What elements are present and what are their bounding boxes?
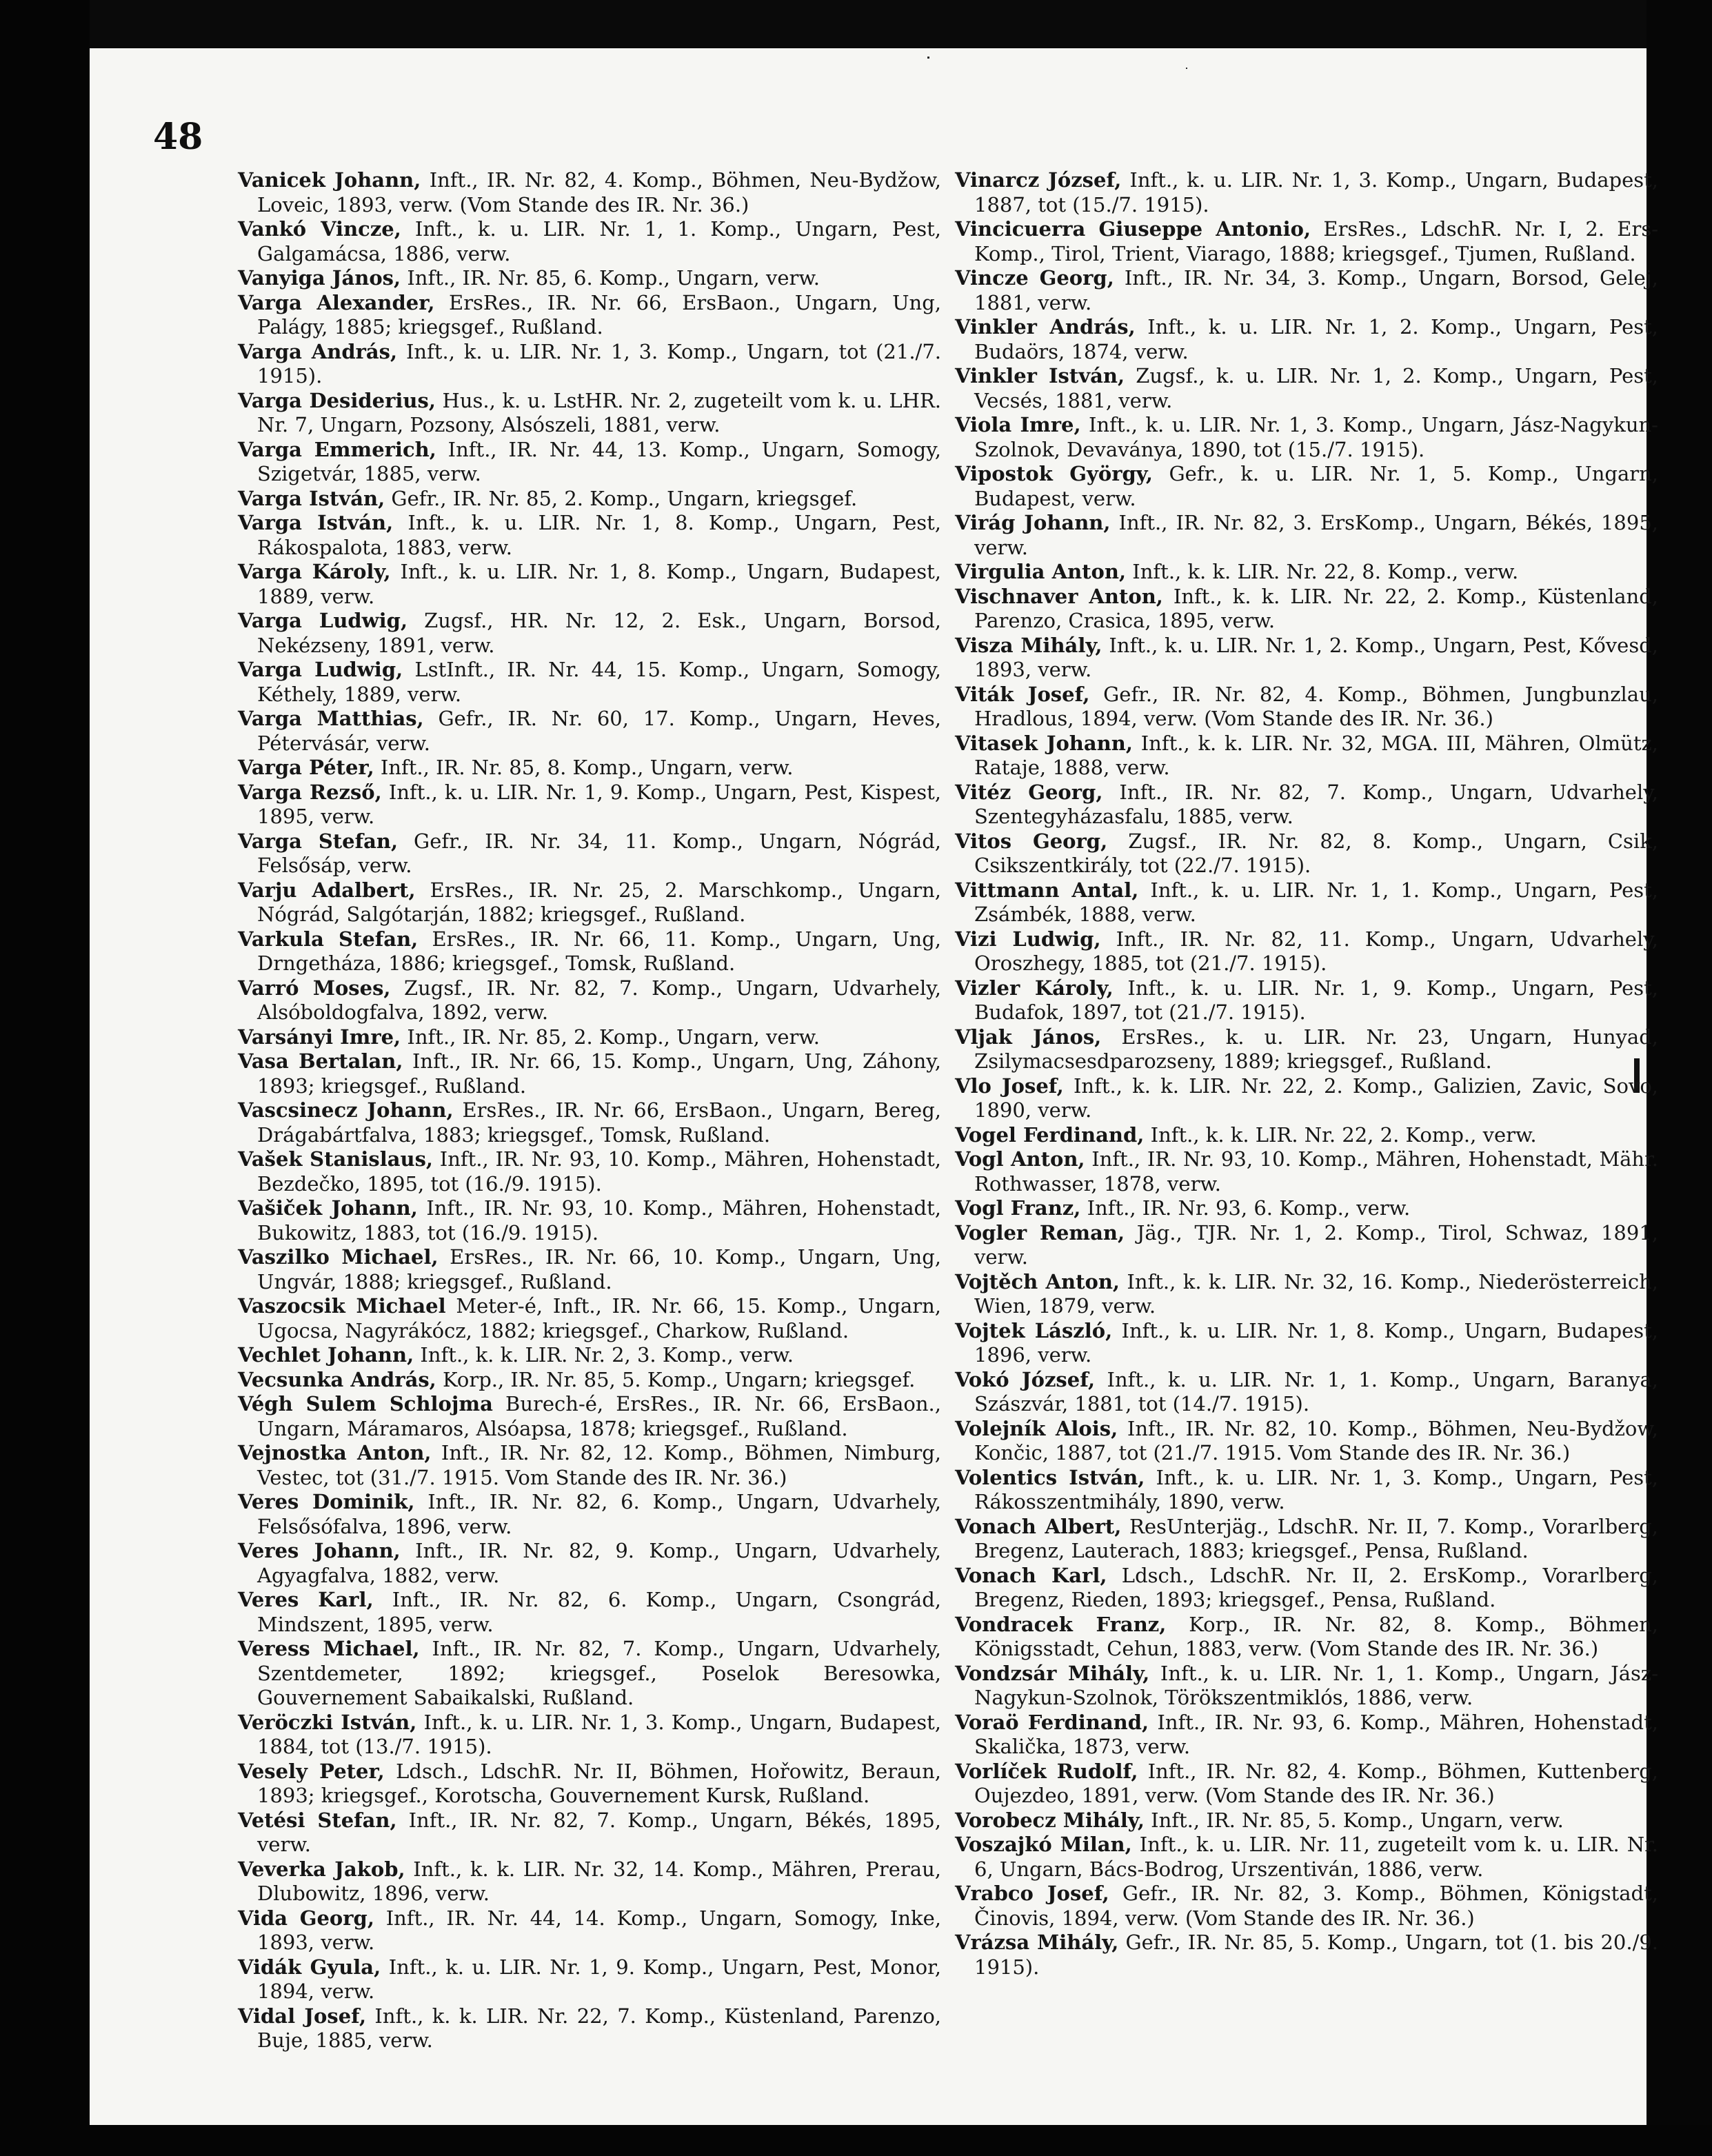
entry-name: Varga András, — [238, 339, 398, 363]
list-entry — [238, 511, 941, 560]
entry-details: Zugsf., IR. Nr. 82, 8. Komp., Ungarn, Csik, Csikszentkirály, tot (22./7. 1915). — [974, 829, 1658, 877]
entry-name: Volentics István, — [955, 1465, 1145, 1489]
entry-details: Ldsch., LdschR. Nr. II, 2. ErsKomp., Vorarlberg, Bregenz, Rieden, 1893; kriegsgef., Pensa, Rußland. — [974, 1563, 1658, 1611]
entry-details: Zugsf., k. u. LIR. Nr. 1, 2. Komp., Ungarn, Pest, Vecsés, 1881, verw. — [974, 364, 1658, 412]
entry-name: Veres Karl, — [238, 1588, 374, 1611]
entry-name: Veverka Jakob, — [238, 1857, 405, 1881]
list-entry — [955, 829, 1658, 878]
entry-details: Inft., k. k. LIR. Nr. 22, 2. Komp., Galizien, Zavic, Sovo, 1890, verw. — [974, 1074, 1659, 1122]
entry-details: Inft., k. u. LIR. Nr. 11, zugeteilt vom k. u. LIR. Nr. 6, Ungarn, Bács-Bodrog, Urszentiván, 1886, verw. — [974, 1833, 1659, 1881]
entry-details: Inft., IR. Nr. 82, 6. Komp., Ungarn, Udvarhely, Felsősófalva, 1896, verw. — [257, 1490, 941, 1538]
entry-name: Vischnaver Anton, — [955, 584, 1163, 608]
entry-details: Inft., IR. Nr. 34, 3. Komp., Ungarn, Borsod, Gelej, 1881, verw. — [974, 266, 1659, 314]
entry-details: Inft., IR. Nr. 93, 10. Komp., Mähren, Hohenstadt, Bukowitz, 1883, tot (16./9. 1915). — [257, 1196, 941, 1245]
list-entry — [238, 389, 941, 438]
entry-details: Inft., k. k. LIR. Nr. 22, 8. Komp., verw. — [1126, 560, 1519, 583]
list-entry — [238, 1392, 941, 1441]
entry-name: Vida Georg, — [238, 1906, 374, 1930]
entry-name: Vincicuerra Giuseppe Antonio, — [955, 217, 1311, 241]
scan-speck — [1186, 68, 1187, 69]
list-entry — [238, 438, 941, 487]
entry-name: Vasa Bertalan, — [238, 1049, 403, 1073]
list-entry — [955, 1564, 1658, 1613]
entry-details: Inft., k. u. LIR. Nr. 1, 8. Komp., Ungarn, Budapest, 1889, verw. — [257, 560, 941, 608]
list-entry — [238, 168, 941, 217]
entry-details: ErsRes., LdschR. Nr. I, 2. Ers-Komp., Tirol, Trient, Viarago, 1888; kriegsgef., Tjumen, Rußland. — [974, 217, 1658, 265]
list-entry — [238, 291, 941, 340]
entry-name: Vonach Karl, — [955, 1563, 1107, 1587]
entry-name: Vanyiga János, — [238, 266, 401, 290]
list-entry — [955, 413, 1658, 462]
entry-details: Inft., IR. Nr. 66, 15. Komp., Ungarn, Ung, Záhony, 1893; kriegsgef., Rußland. — [257, 1049, 941, 1098]
entry-details: Inft., k. k. LIR. Nr. 22, 2. Komp., verw. — [1144, 1122, 1537, 1147]
entry-name: Vipostok György, — [955, 462, 1153, 485]
list-entry — [238, 707, 941, 756]
entry-name: Vanicek Johann, — [238, 168, 421, 192]
entry-details: Jäg., TJR. Nr. 1, 2. Komp., Tirol, Schwaz, 1891, verw. — [974, 1220, 1658, 1269]
scan-border-bottom — [0, 2125, 1712, 2156]
entry-details: Inft., k. u. LIR. Nr. 1, 1. Komp., Ungarn, Baranya, Szászvár, 1881, tot (14./7. 1915). — [974, 1367, 1658, 1415]
entry-name: Vitos Georg, — [955, 829, 1108, 853]
list-entry — [955, 1466, 1658, 1515]
list-entry — [238, 927, 941, 976]
list-entry — [955, 780, 1658, 829]
entry-details: Inft., IR. Nr. 82, 12. Komp., Böhmen, Nimburg, Vestec, tot (31./7. 1915. Vom Stande des IR. Nr. 36.) — [257, 1441, 941, 1489]
entry-details: Inft., k. k. LIR. Nr. 32, 14. Komp., Mähren, Prerau, Dlubowitz, 1896, verw. — [257, 1857, 941, 1905]
entry-name: Vondracek Franz, — [955, 1612, 1167, 1636]
list-entry — [238, 1760, 941, 1809]
entry-name: Vitéz Georg, — [955, 780, 1103, 804]
list-entry — [955, 732, 1658, 780]
list-entry — [238, 2004, 941, 2053]
list-entry — [238, 1049, 941, 1098]
entry-details: Inft., IR. Nr. 82, 10. Komp., Böhmen, Neu-Bydžow, Končic, 1887, tot (21./7. 1915. Vom Stande des IR. Nr. 36.) — [974, 1416, 1658, 1464]
list-entry — [955, 1221, 1658, 1270]
list-entry — [955, 1613, 1658, 1662]
entry-details: Korp., IR. Nr. 85, 5. Komp., Ungarn; kriegsgef. — [436, 1367, 916, 1391]
list-entry — [955, 634, 1658, 683]
entry-details: Inft., k. u. LIR. Nr. 1, 3. Komp., Ungarn, Pest, Rákosszentmihály, 1890, verw. — [974, 1465, 1658, 1513]
entry-name: Veröczki István, — [238, 1710, 417, 1734]
entry-details: Inft., k. u. LIR. Nr. 1, 8. Komp., Ungarn, Budapest, 1896, verw. — [974, 1318, 1658, 1367]
list-entry — [955, 1074, 1658, 1123]
list-entry — [238, 1441, 941, 1490]
entry-details: Inft., k. u. LIR. Nr. 1, 3. Komp., Ungarn, Budapest, 1887, tot (15./7. 1915). — [974, 168, 1658, 216]
entry-name: Varga Stefan, — [238, 829, 399, 853]
list-entry — [238, 1711, 941, 1760]
entry-details: Inft., k. u. LIR. Nr. 1, 8. Komp., Ungarn, Pest, Rákospalota, 1883, verw. — [257, 511, 942, 559]
right-column — [955, 168, 1658, 1979]
list-entry — [238, 487, 941, 512]
list-entry — [955, 1123, 1658, 1148]
entry-name: Varga Rezső, — [238, 780, 382, 804]
list-entry — [955, 927, 1658, 976]
entry-details: ErsRes., IR. Nr. 66, 11. Komp., Ungarn, Ung, Drngetháza, 1886; kriegsgef., Tomsk, Rußland. — [257, 927, 941, 975]
entry-details: Inft., k. k. LIR. Nr. 32, MGA. III, Mähren, Olmütz, Rataje, 1888, verw. — [974, 731, 1658, 779]
list-entry — [238, 1906, 941, 1955]
list-entry — [238, 1196, 941, 1245]
entry-details: Gefr., IR. Nr. 85, 5. Komp., Ungarn, tot (1. bis 20./9. 1915). — [974, 1931, 1659, 1979]
entry-name: Vesely Peter, — [238, 1759, 385, 1783]
entry-name: Vinarcz József, — [955, 168, 1122, 192]
list-entry — [238, 1809, 941, 1857]
list-entry — [955, 1319, 1658, 1368]
entry-name: Vogel Ferdinand, — [955, 1122, 1145, 1147]
entry-name: Vašek Stanislaus, — [238, 1147, 434, 1171]
entry-details: Inft., IR. Nr. 85, 5. Komp., Ungarn, verw. — [1144, 1808, 1564, 1832]
list-entry — [238, 1857, 941, 1906]
list-entry — [238, 1539, 941, 1588]
entry-details: LstInft., IR. Nr. 44, 15. Komp., Ungarn, Somogy, Kéthely, 1889, verw. — [257, 658, 941, 706]
entry-name: Vankó Vincze, — [238, 217, 401, 241]
entry-name: Vogl Franz, — [955, 1196, 1081, 1220]
entry-name: Vitasek Johann, — [955, 731, 1133, 755]
entry-details: Inft., k. u. LIR. Nr. 1, 3. Komp., Ungarn, tot (21./7. 1915). — [257, 339, 941, 387]
entry-details: Meter-é, Inft., IR. Nr. 66, 15. Komp., Ungarn, Ugocsa, Nagyrákócz, 1882; kriegsgef., Charkow, Rußland. — [257, 1294, 941, 1342]
entry-details: Inft., k. u. LIR. Nr. 1, 1. Komp., Ungarn, Jász-Nagykun-Szolnok, Törökszentmiklós, 1886, verw. — [974, 1661, 1658, 1709]
entry-name: Vaszilko Michael, — [238, 1245, 439, 1269]
entry-name: Volejník Alois, — [955, 1416, 1118, 1440]
entry-details: Gefr., IR. Nr. 60, 17. Komp., Ungarn, Heves, Pétervásár, verw. — [257, 707, 941, 755]
list-entry — [955, 1147, 1658, 1196]
entry-details: Inft., IR. Nr. 82, 7. Komp., Ungarn, Udvarhely, Szentdemeter, 1892; kriegsgef., Poselok Beresowka, Gouvernement Sabaikalski, Rußland. — [257, 1637, 941, 1709]
entry-name: Varga István, — [238, 511, 394, 534]
entry-details: Inft., k. k. LIR. Nr. 22, 7. Komp., Küstenland, Parenzo, Buje, 1885, verw. — [257, 2004, 941, 2052]
list-entry — [238, 1955, 941, 2004]
entry-name: Vogl Anton, — [955, 1147, 1085, 1171]
list-entry — [955, 1760, 1658, 1809]
entry-details: Gefr., IR. Nr. 82, 4. Komp., Böhmen, Jungbunzlau, Hradlous, 1894, verw. (Vom Stande des IR. Nr. 36.) — [974, 682, 1658, 730]
entry-details: ErsRes., IR. Nr. 66, 10. Komp., Ungarn, Ung, Ungvár, 1888; kriegsgef., Rußland. — [257, 1245, 941, 1293]
entry-details: Gefr., IR. Nr. 82, 3. Komp., Böhmen, Königstadt, Činovis, 1894, verw. (Vom Stande des IR. Nr. 36.) — [974, 1882, 1658, 1930]
list-entry — [238, 756, 941, 780]
entry-name: Veres Johann, — [238, 1539, 401, 1562]
entry-name: Vokó József, — [955, 1367, 1096, 1391]
entry-name: Varga Ludwig, — [238, 609, 408, 632]
entry-details: Inft., k. u. LIR. Nr. 1, 9. Komp., Ungarn, Pest, Budafok, 1897, tot (21./7. 1915). — [974, 976, 1658, 1024]
list-entry — [955, 1270, 1658, 1319]
list-entry — [955, 1515, 1658, 1564]
scan-speck — [927, 57, 929, 59]
entry-details: Inft., k. k. LIR. Nr. 32, 16. Komp., Niederösterreich, Wien, 1879, verw. — [974, 1269, 1658, 1318]
entry-name: Vittmann Antal, — [955, 878, 1139, 902]
list-entry — [955, 1711, 1658, 1760]
list-entry — [238, 1098, 941, 1147]
entry-details: Inft., IR. Nr. 82, 4. Komp., Böhmen, Neu-Bydžow, Loveic, 1893, verw. (Vom Stande des IR. Nr. 36.) — [257, 168, 942, 216]
list-entry — [238, 780, 941, 829]
entry-details: Inft., IR. Nr. 82, 4. Komp., Böhmen, Kuttenberg, Oujezdeo, 1891, verw. (Vom Stande des IR. Nr. 36.) — [974, 1759, 1659, 1807]
list-entry — [955, 364, 1658, 413]
entry-name: Viták Josef, — [955, 682, 1090, 706]
entry-details: Inft., IR. Nr. 93, 10. Komp., Mähren, Hohenstadt, Mähr. Rothwasser, 1878, verw. — [974, 1147, 1659, 1196]
list-entry — [955, 1417, 1658, 1466]
entry-name: Vincze Georg, — [955, 266, 1114, 290]
entry-details: Inft., IR. Nr. 85, 2. Komp., Ungarn, verw. — [401, 1025, 820, 1049]
list-entry — [238, 976, 941, 1025]
list-entry — [238, 560, 941, 609]
entry-name: Varga István, — [238, 486, 385, 510]
entry-details: Inft., IR. Nr. 82, 7. Komp., Ungarn, Békés, 1895, verw. — [257, 1808, 941, 1856]
entry-details: Gefr., IR. Nr. 85, 2. Komp., Ungarn, kriegsgef. — [385, 486, 858, 510]
entry-details: Inft., IR. Nr. 44, 13. Komp., Ungarn, Somogy, Szigetvár, 1885, verw. — [257, 437, 941, 485]
entry-name: Vorobecz Mihály, — [955, 1808, 1145, 1832]
list-entry — [238, 1368, 941, 1393]
entry-details: Inft., IR. Nr. 93, 6. Komp., Mähren, Hohenstadt, Skalička, 1873, verw. — [974, 1710, 1658, 1758]
entry-details: Inft., IR. Nr. 82, 11. Komp., Ungarn, Udvarhely, Oroszhegy, 1885, tot (21./7. 1915). — [974, 927, 1658, 975]
list-entry — [955, 1662, 1658, 1711]
entry-name: Varga Desiderius, — [238, 388, 436, 412]
entry-name: Vaszocsik Michael — [238, 1294, 446, 1318]
entry-name: Vašiček Johann, — [238, 1196, 418, 1220]
entry-details: Ldsch., LdschR. Nr. II, Böhmen, Hořowitz, Beraun, 1893; kriegsgef., Korotscha, Gouvernement Kursk, Rußland. — [257, 1759, 942, 1807]
entry-details: Inft., k. u. LIR. Nr. 1, 1. Komp., Ungarn, Pest, Galgamácsa, 1886, verw. — [257, 217, 941, 265]
entry-details: Inft., IR. Nr. 82, 7. Komp., Ungarn, Udvarhely, Szentegyházasfalu, 1885, verw. — [974, 780, 1658, 828]
entry-name: Varga Péter, — [238, 756, 374, 779]
entry-details: ErsRes., IR. Nr. 66, ErsBaon., Ungarn, Ung, Palágy, 1885; kriegsgef., Rußland. — [257, 290, 941, 339]
list-entry — [238, 829, 941, 878]
entry-name: Varró Moses, — [238, 976, 391, 1000]
entry-details: ErsRes., k. u. LIR. Nr. 23, Ungarn, Hunyad, Zsilymacsesdparozseny, 1889; kriegsgef., Rußland. — [974, 1025, 1658, 1073]
entry-details: Burech-é, ErsRes., IR. Nr. 66, ErsBaon., Ungarn, Máramaros, Alsóapsa, 1878; kriegsgef., Rußland. — [257, 1392, 941, 1440]
list-entry — [955, 1931, 1658, 1979]
entry-name: Varga Ludwig, — [238, 658, 403, 681]
scan-border-left — [0, 0, 90, 2156]
entry-name: Varga Alexander, — [238, 290, 435, 314]
list-entry — [955, 462, 1658, 511]
entry-name: Vidák Gyula, — [238, 1955, 381, 1979]
entry-name: Varju Adalbert, — [238, 878, 416, 902]
entry-name: Varga Matthias, — [238, 707, 424, 730]
entry-details: Inft., IR. Nr. 85, 6. Komp., Ungarn, verw. — [401, 266, 820, 290]
list-entry — [238, 1294, 941, 1343]
entry-name: Vizler Károly, — [955, 976, 1114, 1000]
entry-details: Gefr., IR. Nr. 34, 11. Komp., Ungarn, Nógrád, Felsősáp, verw. — [257, 829, 941, 877]
entry-name: Vlo Josef, — [955, 1074, 1064, 1098]
entry-details: Inft., IR. Nr. 82, 6. Komp., Ungarn, Csongrád, Mindszent, 1895, verw. — [257, 1588, 941, 1636]
list-entry — [955, 683, 1658, 732]
entry-details: Korp., IR. Nr. 82, 8. Komp., Böhmen, Königsstadt, Cehun, 1883, verw. (Vom Stande des IR. Nr. 36.) — [974, 1612, 1658, 1660]
list-entry — [238, 1343, 941, 1368]
entry-name: Vascsinecz Johann, — [238, 1098, 454, 1122]
entry-name: Végh Sulem Schlojma — [238, 1392, 493, 1415]
entry-name: Vechlet Johann, — [238, 1343, 414, 1367]
entry-details: Inft., k. u. LIR. Nr. 1, 1. Komp., Ungarn, Pest, Zsámbék, 1888, verw. — [974, 878, 1658, 926]
entry-name: Varga Emmerich, — [238, 437, 436, 461]
list-entry — [955, 878, 1658, 927]
list-entry — [238, 609, 941, 658]
entry-details: Inft., IR. Nr. 93, 10. Komp., Mähren, Hohenstadt, Bezdečko, 1895, tot (16./9. 1915). — [257, 1147, 941, 1196]
list-entry — [238, 1245, 941, 1294]
entry-name: Vljak János, — [955, 1025, 1102, 1049]
entry-name: Vrabco Josef, — [955, 1882, 1109, 1905]
entry-details: Inft., k. k. LIR. Nr. 2, 3. Komp., verw. — [414, 1343, 794, 1367]
entry-details: Zugsf., HR. Nr. 12, 2. Esk., Ungarn, Borsod, Nekézseny, 1891, verw. — [257, 609, 941, 657]
entry-name: Vogler Reman, — [955, 1220, 1125, 1245]
list-entry — [955, 1809, 1658, 1833]
entry-details: ErsRes., IR. Nr. 25, 2. Marschkomp., Ungarn, Nógrád, Salgótarján, 1882; kriegsgef., Rußland. — [257, 878, 942, 926]
entry-name: Vizi Ludwig, — [955, 927, 1101, 951]
list-entry — [238, 878, 941, 927]
entry-details: Inft., IR. Nr. 44, 14. Komp., Ungarn, Somogy, Inke, 1893, verw. — [257, 1906, 942, 1954]
entry-name: Varsányi Imre, — [238, 1025, 401, 1049]
entry-details: ResUnterjäg., LdschR. Nr. II, 7. Komp., Vorarlberg, Bregenz, Lauterach, 1883; kriegsgef., Pensa, Rußland. — [974, 1514, 1658, 1562]
entry-name: Veress Michael, — [238, 1637, 420, 1660]
entry-details: Inft., IR. Nr. 93, 6. Komp., verw. — [1080, 1196, 1411, 1220]
list-entry — [238, 1490, 941, 1539]
entry-name: Veres Dominik, — [238, 1490, 415, 1513]
entry-name: Vonach Albert, — [955, 1514, 1122, 1538]
entry-details: Inft., k. u. LIR. Nr. 1, 3. Komp., Ungarn, Budapest, 1884, tot (13./7. 1915). — [257, 1710, 941, 1758]
list-entry — [955, 266, 1658, 315]
entry-details: Gefr., k. u. LIR. Nr. 1, 5. Komp., Ungarn, Budapest, verw. — [974, 462, 1658, 510]
entry-name: Virág Johann, — [955, 511, 1111, 534]
list-entry — [238, 266, 941, 291]
list-entry — [238, 340, 941, 389]
list-entry — [955, 1833, 1658, 1882]
list-entry — [955, 560, 1658, 585]
entry-details: Inft., k. u. LIR. Nr. 1, 2. Komp., Ungarn, Pest, Budaörs, 1874, verw. — [974, 315, 1658, 363]
entry-name: Virgulia Anton, — [955, 560, 1127, 583]
page-number: 48 — [153, 116, 203, 158]
list-entry — [238, 1147, 941, 1196]
list-entry — [238, 1025, 941, 1050]
entry-details: ErsRes., IR. Nr. 66, ErsBaon., Ungarn, Bereg, Drágabártfalva, 1883; kriegsgef., Tomsk, Rußland. — [257, 1098, 941, 1147]
entry-name: Varga Károly, — [238, 560, 391, 583]
list-entry — [955, 1025, 1658, 1074]
entry-name: Voszajkó Milan, — [955, 1833, 1132, 1856]
entry-details: Inft., IR. Nr. 82, 3. ErsKomp., Ungarn, Békés, 1895, verw. — [974, 511, 1659, 559]
entry-name: Vecsunka András, — [238, 1367, 436, 1391]
list-entry — [238, 217, 941, 266]
list-entry — [955, 217, 1658, 266]
scan-border-top — [0, 0, 1712, 48]
entry-details: Hus., k. u. LstHR. Nr. 2, zugeteilt vom k. u. LHR. Nr. 7, Ungarn, Pozsony, Alsószeli, 1881, verw. — [257, 388, 942, 436]
entry-details: Inft., IR. Nr. 85, 8. Komp., Ungarn, verw. — [374, 756, 794, 779]
entry-name: Vondzsár Mihály, — [955, 1661, 1150, 1685]
entry-name: Voraö Ferdinand, — [955, 1710, 1149, 1734]
entry-name: Vojtek László, — [955, 1318, 1113, 1342]
entry-details: Inft., k. u. LIR. Nr. 1, 9. Komp., Ungarn, Pest, Monor, 1894, verw. — [257, 1955, 941, 2003]
list-entry — [955, 315, 1658, 364]
list-entry — [955, 976, 1658, 1025]
list-entry — [955, 1882, 1658, 1931]
entry-name: Vetési Stefan, — [238, 1808, 397, 1832]
list-entry — [238, 658, 941, 707]
list-entry — [955, 1368, 1658, 1417]
list-entry — [955, 168, 1658, 217]
entry-name: Vinkler András, — [955, 315, 1136, 339]
entry-name: Vinkler István, — [955, 364, 1125, 387]
entry-name: Vojtěch Anton, — [955, 1269, 1120, 1293]
entry-details: Zugsf., IR. Nr. 82, 7. Komp., Ungarn, Udvarhely, Alsóboldogfalva, 1892, verw. — [257, 976, 941, 1024]
list-entry — [238, 1637, 941, 1711]
list-entry — [955, 1196, 1658, 1221]
entry-name: Viola Imre, — [955, 413, 1081, 436]
entry-details: Inft., k. u. LIR. Nr. 1, 3. Komp., Ungarn, Jász-Nagykun-Szolnok, Devaványa, 1890, tot (15./7. 1915). — [974, 413, 1658, 461]
entry-details: Inft., k. u. LIR. Nr. 1, 2. Komp., Ungarn, Pest, Kővesd, 1893, verw. — [974, 633, 1658, 681]
entry-name: Vrázsa Mihály, — [955, 1931, 1119, 1954]
entry-name: Varkula Stefan, — [238, 927, 419, 951]
list-entry — [238, 1588, 941, 1637]
entry-details: Inft., k. k. LIR. Nr. 22, 2. Komp., Küstenland, Parenzo, Crasica, 1895, verw. — [974, 584, 1658, 632]
list-entry — [955, 511, 1658, 560]
left-column — [238, 168, 941, 2053]
entry-name: Visza Mihály, — [955, 633, 1102, 657]
entry-details: Inft., IR. Nr. 82, 9. Komp., Ungarn, Udvarhely, Agyagfalva, 1882, verw. — [257, 1539, 942, 1587]
entry-details: Inft., k. u. LIR. Nr. 1, 9. Komp., Ungarn, Pest, Kispest, 1895, verw. — [257, 780, 941, 828]
list-entry — [955, 585, 1658, 634]
entry-name: Vejnostka Anton, — [238, 1441, 432, 1464]
entry-name: Vorlíček Rudolf, — [955, 1759, 1138, 1783]
entry-name: Vidal Josef, — [238, 2004, 367, 2028]
